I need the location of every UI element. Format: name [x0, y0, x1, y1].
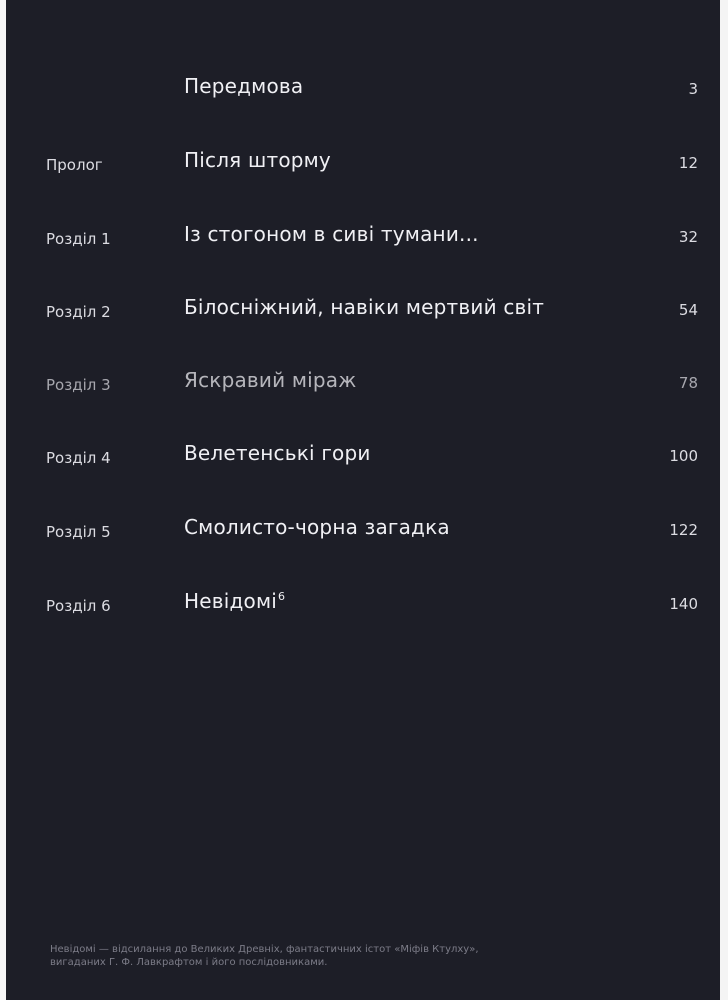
toc-entry-title: Передмова: [184, 74, 304, 98]
footnote-line-1: Невідомі — відсилання до Великих Древніх, фантастичних істот «Міфів Ктулху»,: [50, 944, 479, 955]
footnote: [50, 943, 570, 969]
toc-entry-page-number: 100: [669, 447, 698, 465]
toc-entry-prologue[interactable]: [6, 148, 720, 188]
toc-entry-label: Розділ 1: [46, 230, 111, 248]
toc-entry-page-number: 54: [678, 301, 698, 319]
toc-entry-chapter-4[interactable]: [6, 441, 720, 481]
toc-entry-title: Білосніжний, навіки мертвий світ: [184, 295, 545, 319]
toc-entry-chapter-5[interactable]: [6, 515, 720, 555]
toc-entry-page-number: 122: [669, 521, 698, 539]
book-page: [6, 0, 720, 1000]
toc-entry-title: Після шторму: [184, 148, 331, 172]
toc-entry-label: Розділ 3: [46, 376, 111, 394]
toc-entry-label: Розділ 2: [46, 303, 111, 321]
toc-entry-chapter-2[interactable]: [6, 295, 720, 335]
toc-entry-title: Яскравий міраж: [184, 368, 357, 392]
toc-entry-label: Розділ 6: [46, 597, 111, 615]
toc-entry-page-number: 78: [678, 374, 698, 392]
toc-entry-preface[interactable]: [6, 74, 720, 114]
toc-entry-label: Розділ 4: [46, 449, 111, 467]
toc-entry-title: Велетенські гори: [184, 441, 371, 465]
toc-entry-chapter-6[interactable]: [6, 589, 720, 629]
toc-entry-chapter-3[interactable]: [6, 368, 720, 408]
toc-entry-page-number: 32: [678, 228, 698, 246]
footnote-reference-mark[interactable]: 6: [278, 590, 286, 604]
toc-entry-title-text: Невідомі: [184, 589, 277, 613]
toc-entry-page-number: 12: [678, 154, 698, 172]
toc-entry-title: Із стогоном в сиві тумани...: [184, 222, 479, 246]
toc-entry-page-number: 140: [669, 595, 698, 613]
toc-entry-title: Смолисто-чорна загадка: [184, 515, 450, 539]
toc-entry-label: Розділ 5: [46, 523, 111, 541]
page-right-margin: [720, 0, 728, 1000]
footnote-line-2: вигаданих Г. Ф. Лавкрафтом і його послідовниками.: [50, 957, 328, 968]
toc-entry-chapter-1[interactable]: [6, 222, 720, 262]
toc-entry-page-number: 3: [688, 80, 698, 98]
toc-entry-label: Пролог: [46, 156, 103, 174]
toc-entry-title: [184, 589, 285, 613]
table-of-contents: [6, 0, 720, 700]
